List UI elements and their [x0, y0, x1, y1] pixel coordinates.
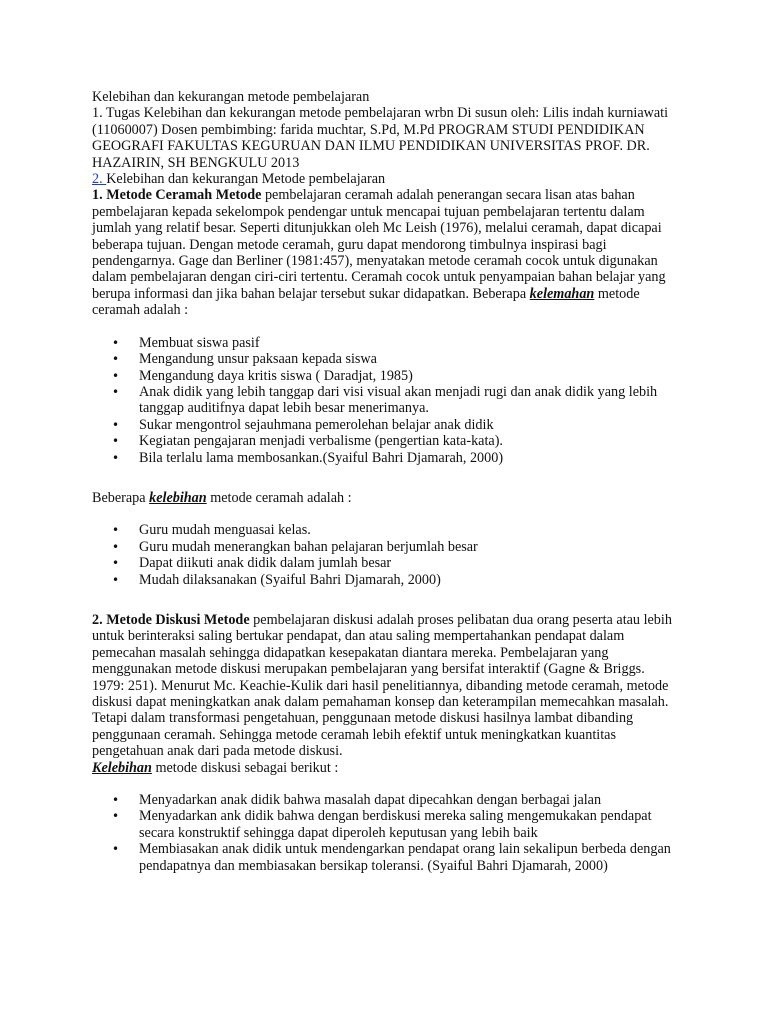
ceramah-kelemahan-list — [92, 335, 680, 466]
document-body — [92, 89, 680, 874]
kelemahan-emphasis: kelemahan — [529, 285, 595, 302]
ceramah-kelebihan-intro — [92, 490, 680, 506]
list-item: • Mudah dilaksanakan (Syaiful Bahri Djamarah, 2000) — [92, 572, 680, 588]
list-item: • Membiasakan anak didik untuk mendengarkan pendapat orang lain sekalipun berbeda dengan pendapatnya dan membiasakan bersikap toleransi. (Syaiful Bahri Djamarah, 2000) — [92, 841, 680, 874]
diskusi-text: pembelajaran diskusi adalah proses pelibatan dua orang peserta atau lebih untuk berinteraksi saling bertukar pendapat, dan atau saling mempertahankan pendapat dalam pemecahan masalah sehingga didapatkan kesepakatan diantara mereka. Pembelajaran yang menggunakan metode diskusi merupakan pembelajaran yang bersifat interaktif (Gagne & Briggs. 1979: 251). Menurut Mc. Keachie-Kulik dari hasil penelitiannya, dibanding metode ceramah, metode diskusi dapat meningkatkan anak dalam pemahaman konsep dan keterampilan memecahkan masalah. Tetapi dalam transformasi pengetahuan, penggunaan metode diskusi hasilnya lambat dibanding penggunaan ceramah. Sehingga metode ceramah lebih efektif untuk meningkatkan kuantitas pengetahuan anak dari pada metode diskusi. — [92, 611, 672, 760]
diskusi-paragraph — [92, 612, 680, 760]
intro-number: 1. — [92, 105, 103, 122]
intro-paragraph — [92, 105, 680, 171]
ceramah-paragraph — [92, 187, 680, 318]
diskusi-kelebihan-list — [92, 792, 680, 874]
diskusi-heading: 2. Metode Diskusi Metode — [92, 611, 250, 628]
list-item: • Anak didik yang lebih tanggap dari visi visual akan menjadi rugi dan anak didik yang lebih tanggap auditifnya dapat lebih besar menerimanya. — [92, 384, 680, 417]
list-item: • Menyadarkan ank didik bahwa dengan berdiskusi mereka saling mengemukakan pendapat secara konstruktif sehingga dapat diperoleh keputusan yang lebih baik — [92, 808, 680, 841]
section-2-link[interactable]: 2. — [92, 171, 107, 188]
kelebihan-emphasis: kelebihan — [149, 489, 207, 506]
list-item: • Mengandung unsur paksaan kepada siswa — [92, 351, 680, 367]
list-item: • Guru mudah menerangkan bahan pelajaran berjumlah besar — [92, 539, 680, 555]
list-item: • Kegiatan pengajaran menjadi verbalisme (pengertian kata-kata). — [92, 433, 680, 449]
document-title: Kelebihan dan kekurangan metode pembelajaran — [92, 89, 370, 105]
diskusi-kelebihan-intro — [92, 760, 680, 776]
section-2-line — [92, 171, 680, 187]
kelebihan-lead: Beberapa — [92, 489, 150, 506]
diskusi-kelebihan-tail: metode diskusi sebagai berikut : — [151, 759, 339, 776]
list-item: • Dapat diikuti anak didik dalam jumlah besar — [92, 555, 680, 571]
intro-text: Tugas Kelebihan dan kekurangan metode pembelajaran wrbn Di susun oleh: Lilis indah kurniawati (11060007) Dosen pembimbing: farida muchtar, S.Pd, M.Pd PROGRAM STUDI PENDIDIKAN GEOGRAFI FAKULTAS KEGURUAN DAN ILMU PENDIDIKAN UNIVERSITAS PROF. DR. HAZAIRIN, SH BENGKULU 2013 — [92, 105, 669, 171]
diskusi-kelebihan-emphasis: Kelebihan — [92, 759, 152, 776]
section-2-text: Kelebihan dan kekurangan Metode pembelajaran — [106, 171, 386, 188]
kelebihan-tail: metode ceramah adalah : — [206, 489, 352, 506]
list-item: • Bila terlalu lama membosankan.(Syaiful Bahri Djamarah, 2000) — [92, 450, 680, 466]
ceramah-kelebihan-list — [92, 522, 680, 588]
list-item: • Sukar mengontrol sejauhmana pemerolehan belajar anak didik — [92, 417, 680, 433]
ceramah-heading: 1. Metode Ceramah Metode — [92, 187, 262, 204]
ceramah-text: pembelajaran ceramah adalah penerangan secara lisan atas bahan pembelajaran kepada sekelompok pendengar untuk mencapai tujuan pembelajaran tertentu dalam jumlah yang relatif besar. Seperti ditunjukkan oleh Mc Leish (1976), melalui ceramah, dapat dicapai beberapa tujuan. Dengan metode ceramah, guru dapat mendorong timbulnya inspirasi bagi pendengarnya. Gage dan Berliner (1981:457), menyatakan metode ceramah cocok untuk digunakan dalam pembelajaran dengan ciri-ciri tertentu. Ceramah cocok untuk penyampaian bahan belajar yang berupa informasi dan jika bahan belajar tersebut sukar didapatkan. Beberapa — [92, 187, 666, 302]
list-item: • Guru mudah menguasai kelas. — [92, 522, 680, 538]
list-item: • Menyadarkan anak didik bahwa masalah dapat dipecahkan dengan berbagai jalan — [92, 792, 680, 808]
list-item: • Membuat siswa pasif — [92, 335, 680, 351]
list-item: • Mengandung daya kritis siswa ( Daradjat, 1985) — [92, 368, 680, 384]
kelemahan-tail: metode ceramah adalah : — [92, 285, 640, 319]
